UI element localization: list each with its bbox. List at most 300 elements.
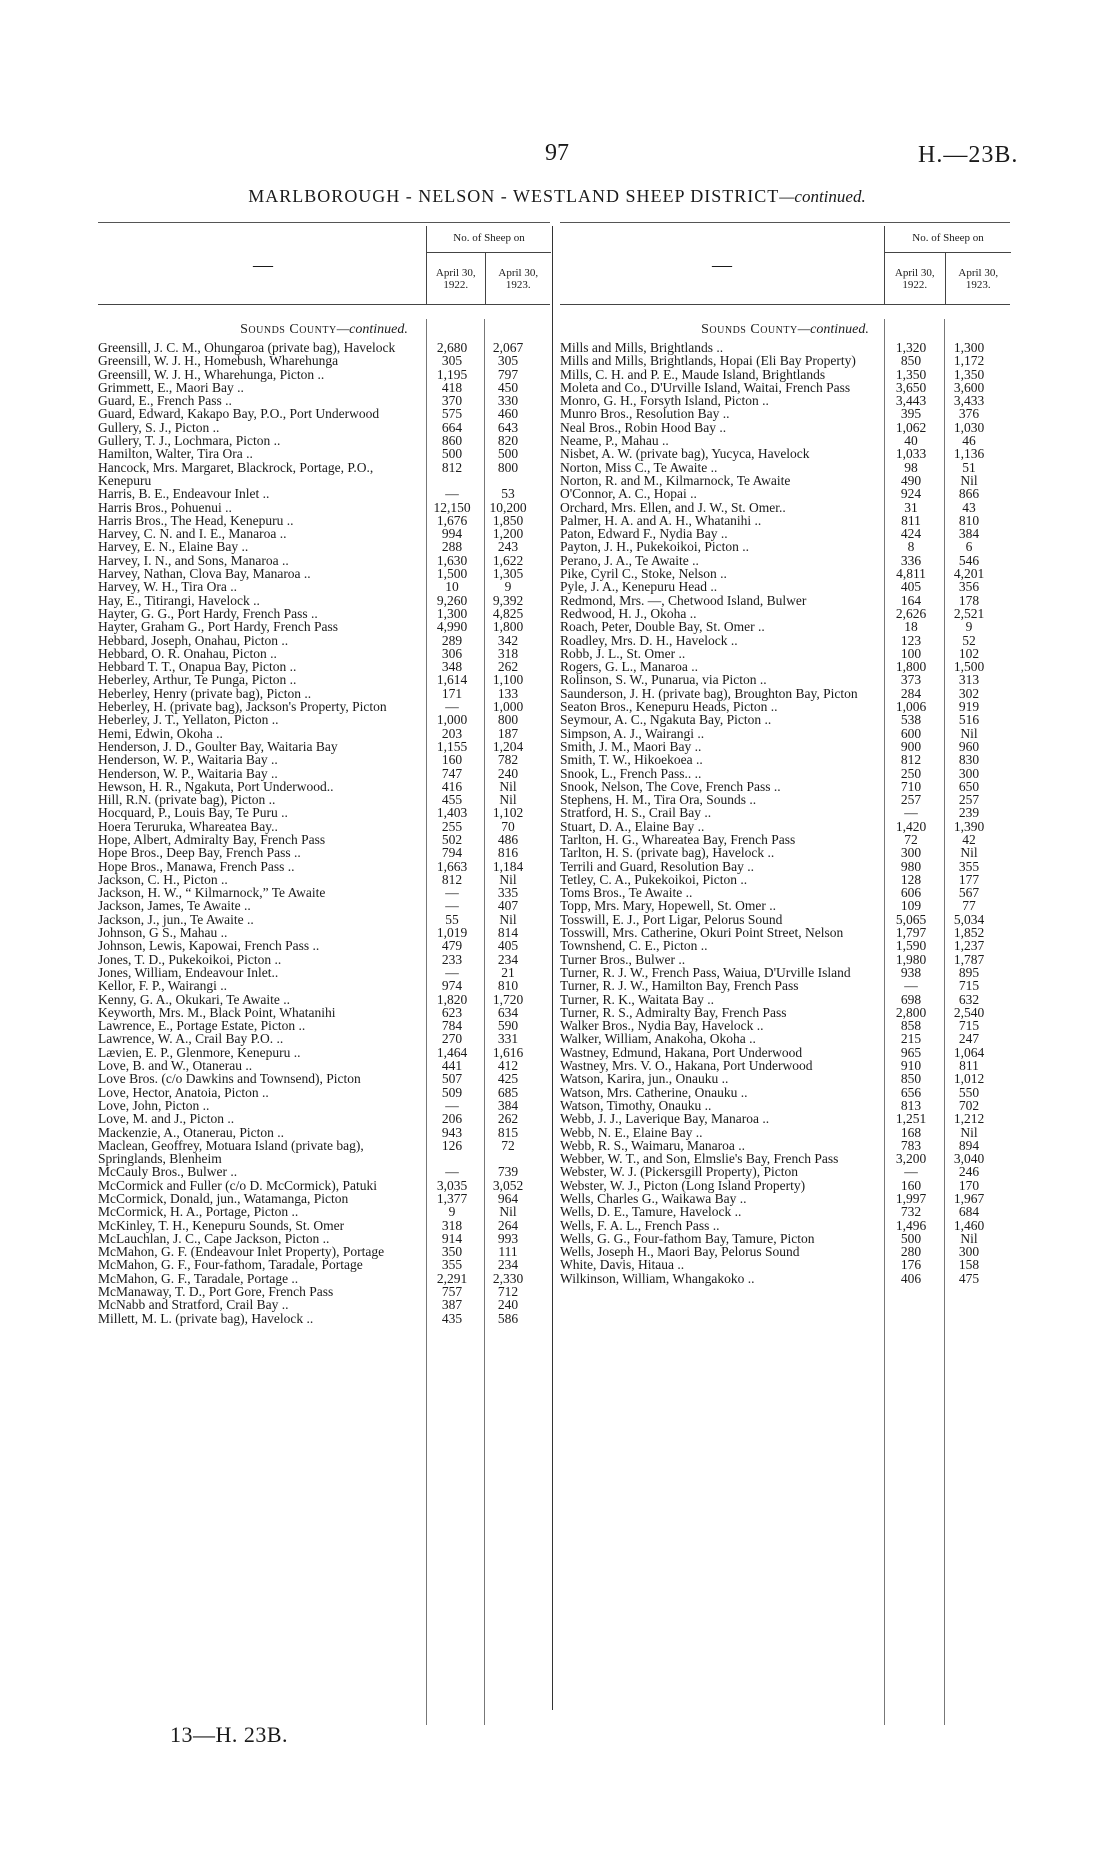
table-row [560,1179,1010,1192]
sheep-1923: 10,200 [489,499,527,515]
sheep-1923: 3,600 [953,379,985,395]
holder-name: Heberley, J. T., Yellaton, Picton .. [98,712,279,728]
sheep-1923: 1,000 [492,699,524,715]
holder-name: Turner, R. J. W., French Pass, Waiua, D'Urville Island [560,964,851,980]
holder-name: Harvey, I. N., and Sons, Manaroa .. [98,552,289,568]
holder-name: Henderson, W. P., Waitaria Bay .. [98,765,278,781]
table-row [560,1032,1010,1045]
sheep-1922: 1,496 [895,1217,927,1233]
table-row [560,647,1010,660]
sheep-1923: 567 [958,885,980,901]
holder-name: Jones, T. D., Pukekoikoi, Picton .. [98,951,282,967]
sheep-1922: 40 [904,433,918,449]
holder-name: Roadley, Mrs. D. H., Havelock .. [560,632,738,648]
sheep-1922: 3,443 [895,393,927,409]
sheep-1922: 1,006 [895,699,927,715]
holder-name: Hay, E., Titirangi, Havelock .. [98,592,260,608]
table-row [560,687,1010,700]
table-row [560,953,1010,966]
sheep-1922: 1,000 [436,712,468,728]
sheep-1923: 1,237 [953,938,985,954]
table-row [560,860,1010,873]
holder-name: Wells, G. G., Four-fathom Bay, Tamure, Picton [560,1230,815,1246]
sheep-1922: 479 [441,938,463,954]
holder-name: Henderson, W. P., Waitaria Bay .. [98,752,278,768]
holder-name: Love, B. and W., Otanerau .. [98,1058,253,1074]
sheep-1923: 9,392 [492,592,524,608]
sheep-1923: 111 [498,1244,518,1260]
table-row [560,487,1010,500]
sheep-1922: — [904,805,918,821]
holder-name: Gullery, T. J., Lochmara, Picton .. [98,433,281,449]
sheep-1923: 1,305 [492,566,524,582]
table-row [98,753,550,766]
sheep-1923: 2,521 [953,605,985,621]
table-row [560,886,1010,899]
table-row [560,1219,1010,1232]
table-row [98,567,550,580]
sheep-1922: 348 [441,659,463,675]
holder-name: Hayter, G. G., Port Hardy, French Pass .. [98,605,318,621]
holder-name: Redwood, H. J., Okoha .. [560,605,697,621]
table-row [98,501,550,514]
sheep-1923: 3,052 [492,1177,524,1193]
table-row [98,953,550,966]
holder-name: Watson, Timothy, Onauku .. [560,1097,712,1113]
sheep-1923: 516 [958,712,980,728]
holder-name: Nisbet, A. W. (private bag), Yucyca, Havelock [560,446,810,462]
sheep-1922: 850 [900,1071,922,1087]
sheep-1922: 373 [900,672,922,688]
sheep-1923: 1,616 [492,1044,524,1060]
holder-name: Topp, Mrs. Mary, Hopewell, St. Omer .. [560,898,777,914]
sheep-1923: 318 [497,645,519,661]
table-row [560,407,1010,420]
holder-name: White, Davis, Hitaua .. [560,1257,685,1273]
holder-name: Monro, G. H., Forsyth Island, Picton .. [560,393,769,409]
sheep-1923: 1,852 [953,925,985,941]
sheep-1923: 1,172 [953,353,985,369]
table-row [98,820,550,833]
holder-name: Smith, T. W., Hikoekoea .. [560,752,703,768]
sheep-1922: 405 [900,579,922,595]
table-row [560,780,1010,793]
table-row [560,846,1010,859]
left-year2-header: April 30, 1923. [485,253,551,305]
sheep-1923: 960 [958,738,980,754]
holder-name: Simpson, A. J., Wairangi .. [560,725,705,741]
column-separator [552,226,553,1710]
sheep-1923: 1,184 [492,858,524,874]
sheep-1923: 1,030 [953,419,985,435]
holder-name: Moleta and Co., D'Urville Island, Waitai, French Pass [560,379,851,395]
sheep-1922: 980 [900,858,922,874]
sheep-1922: 2,800 [895,1004,927,1020]
sheep-1922: 1,420 [895,818,927,834]
table-row [560,966,1010,979]
table-row [560,979,1010,992]
table-row [98,886,550,899]
table-row [98,860,550,873]
sheep-1923: 1,012 [953,1071,985,1087]
holder-name: Paton, Edward F., Nydia Bay .. [560,526,728,542]
table-row [560,767,1010,780]
sheep-1923: 342 [497,632,519,648]
sheep-1923: 1,967 [953,1191,985,1206]
sheep-1922: 910 [900,1058,922,1074]
sheep-1922: 710 [900,778,922,794]
sheep-1922: 1,800 [895,659,927,675]
sheep-1923: 257 [958,792,980,808]
sheep-1923: 412 [497,1058,519,1074]
table-row [98,1245,550,1258]
table-row [560,926,1010,939]
sheep-1923: 643 [497,419,519,435]
table-row [560,1272,1010,1285]
sheep-1922: 171 [441,685,463,701]
holder-name: Lawrence, W. A., Crail Bay P.O. .. [98,1031,284,1047]
sheep-1922: 974 [441,978,463,994]
holder-name: Seaton Bros., Kenepuru Heads, Picton .. [560,699,778,715]
table-row [98,660,550,673]
holder-name: Perano, J. A., Te Awaite .. [560,552,699,568]
sheep-1923: 376 [958,406,980,422]
table-row [560,580,1010,593]
table-row [560,527,1010,540]
holder-name: Wilkinson, William, Whangakoko .. [560,1270,755,1286]
table-row [98,421,550,434]
sheep-1923: 300 [958,1244,980,1260]
table-row [560,1086,1010,1099]
sheep-1922: 509 [441,1084,463,1100]
table-row [98,607,550,620]
holder-name: Harris Bros., Pohuenui .. [98,499,232,515]
table-row [98,687,550,700]
table-row [560,820,1010,833]
district-title-main: MARLBOROUGH - NELSON - WESTLAND SHEEP DISTRICT [248,186,780,206]
right-table-body [560,319,1010,1725]
table-row [98,1126,550,1139]
sheep-1923: 51 [962,459,976,475]
table-row [560,1232,1010,1245]
sheep-1923: 590 [497,1018,519,1034]
holder-name: Seymour, A. C., Ngakuta Bay, Picton .. [560,712,772,728]
sheep-1922: 3,200 [895,1151,927,1167]
sheep-1922: — [445,1164,459,1180]
sheep-1923: 247 [958,1031,980,1047]
table-row [560,913,1010,926]
sheep-1922: 747 [441,765,463,781]
table-row [560,394,1010,407]
holder-name: Webb, N. E., Elaine Bay .. [560,1124,703,1140]
holder-name: Harris Bros., The Head, Kenepuru .. [98,512,294,528]
sheep-1922: 1,997 [895,1191,927,1206]
holder-name: Saunderson, J. H. (private bag), Broughton Bay, Picton [560,685,858,701]
sheep-1923: 1,204 [492,738,524,754]
sheep-1923: Nil [960,845,978,861]
sheep-1923: 486 [497,831,519,847]
holder-name: Lævien, E. P., Glenmore, Kenepuru .. [98,1044,301,1060]
sheep-1923: 425 [497,1071,519,1087]
sheep-1923: 262 [497,1111,519,1127]
holder-name: Toms Bros., Te Awaite .. [560,885,693,901]
sheep-1922: — [445,1097,459,1113]
table-row [560,713,1010,726]
sheep-1922: 288 [441,539,463,555]
sheep-1922: 1,320 [895,340,927,355]
sheep-1923: 239 [958,805,980,821]
table-row [98,846,550,859]
holder-name: Norton, Miss C., Te Awaite .. [560,459,718,475]
sheep-1923: 800 [497,712,519,728]
sheep-1922: 424 [900,526,922,542]
holder-name: Johnson, G S., Mahau .. [98,925,228,941]
table-row [98,740,550,753]
holder-name: Lawrence, E., Portage Estate, Picton .. [98,1018,306,1034]
holder-name: Webster, W. J. (Pickersgill Property), Picton [560,1164,798,1180]
table-row [98,620,550,633]
holder-name: Tarlton, H. S. (private bag), Havelock .. [560,845,775,861]
sheep-1923: 407 [497,898,519,914]
sheep-1923: 993 [497,1230,519,1246]
table-row [98,647,550,660]
sheep-1923: 702 [958,1097,980,1113]
holder-name: Jackson, C. H., Picton .. [98,871,228,887]
sheep-1923: 715 [958,1018,980,1034]
sheep-1923: 187 [497,725,519,741]
sheep-1923: 810 [497,978,519,994]
sheep-1922: 5,065 [895,911,927,927]
table-row [98,1139,550,1166]
right-table-header [560,226,1010,305]
table-row [560,1126,1010,1139]
sheep-1922: 100 [900,645,922,661]
sheep-1923: 3,433 [953,393,985,409]
left-rows [98,341,550,1325]
holder-name: McManaway, T. D., Port Gore, French Pass [98,1284,334,1300]
sheep-1922: 500 [441,446,463,462]
holder-name: Tarlton, H. G., Whareatea Bay, French Pass [560,831,796,847]
table-row [560,806,1010,819]
sheep-1923: 1,460 [953,1217,985,1233]
sheep-1923: 3,040 [953,1151,985,1167]
holder-name: Turner, R. K., Waitata Bay .. [560,991,714,1007]
sheep-1922: 441 [441,1058,463,1074]
sheep-1922: 126 [441,1137,463,1153]
right-sheep-header [884,226,1011,304]
table-row [560,1059,1010,1072]
sheep-1922: 72 [904,831,918,847]
holder-name: McCormick, Donald, jun., Watamanga, Picton [98,1191,349,1206]
holder-name: Hope, Albert, Admiralty Bay, French Pass [98,831,326,847]
holder-name: Grimmett, E., Maori Bay .. [98,379,244,395]
sheep-1922: — [445,699,459,715]
holder-name: Tetley, C. A., Pukekoikoi, Picton .. [560,871,748,887]
table-row [560,727,1010,740]
holder-name: Harris, B. E., Endeavour Inlet .. [98,486,270,502]
sheep-1923: 170 [958,1177,980,1193]
sheep-1922: 623 [441,1004,463,1020]
sheep-1922: 943 [441,1124,463,1140]
holder-name: Watson, Mrs. Catherine, Onauku .. [560,1084,748,1100]
sheep-1922: 538 [900,712,922,728]
table-row [560,434,1010,447]
holder-name: McLauchlan, J. C., Cape Jackson, Picton .. [98,1230,330,1246]
table-row [98,1072,550,1085]
sheep-1922: 813 [900,1097,922,1113]
holder-name: McCauly Bros., Bulwer .. [98,1164,238,1180]
table-row [560,540,1010,553]
table-row [560,1139,1010,1152]
sheep-1923: Nil [960,1124,978,1140]
holder-name: Harvey, W. H., Tira Ora .. [98,579,237,595]
table-row [98,1298,550,1311]
sheep-1923: 72 [501,1137,515,1153]
table-row [98,381,550,394]
holder-name: Johnson, Lewis, Kapowai, French Pass .. [98,938,320,954]
table-row [560,1245,1010,1258]
table-row [98,634,550,647]
sheep-1923: 1,850 [492,512,524,528]
holder-name: Tosswill, Mrs. Catherine, Okuri Point Street, Nelson [560,925,844,941]
sheep-1922: 203 [441,725,463,741]
table-row [560,1192,1010,1205]
sheep-1923: 46 [962,433,976,449]
sheep-1922: 1,403 [436,805,468,821]
sheep-1922: 55 [445,911,459,927]
sheep-1922: 965 [900,1044,922,1060]
sheep-1922: 1,195 [436,366,468,382]
table-row [560,341,1010,354]
sheep-1923: 43 [962,499,976,515]
sheep-1922: 490 [900,472,922,488]
sheep-1922: 656 [900,1084,922,1100]
sheep-1922: 4,811 [896,566,926,582]
holder-name: Love Bros. (c/o Dawkins and Townsend), Picton [98,1071,361,1087]
holder-name: Jones, William, Endeavour Inlet.. [98,964,279,980]
holder-name: Roach, Peter, Double Bay, St. Omer .. [560,619,765,635]
holder-name: Harvey, Nathan, Clova Bay, Manaroa .. [98,566,311,582]
table-row [560,899,1010,912]
sheep-1922: 406 [900,1270,922,1286]
sheep-1922: 1,377 [436,1191,468,1206]
table-row [560,354,1010,367]
sheep-1923: 814 [497,925,519,941]
holder-name: Greensill, J. C. M., Ohungaroa (private bag), Havelock [98,340,396,355]
table-row [98,540,550,553]
table-row [560,833,1010,846]
table-row [560,700,1010,713]
sheep-1923: 2,540 [953,1004,985,1020]
sheep-1923: 2,067 [492,340,524,355]
table-row [98,1046,550,1059]
sheep-1923: Nil [499,1204,517,1220]
sheep-1922: 416 [441,778,463,794]
sheep-1922: 784 [441,1018,463,1034]
sheep-1923: 246 [958,1164,980,1180]
sheep-1922: 1,033 [895,446,927,462]
table-row [98,780,550,793]
sheep-1922: 284 [900,685,922,701]
sheep-1923: 177 [958,871,980,887]
sheep-1923: 384 [958,526,980,542]
sheep-1922: 387 [441,1297,463,1313]
table-row [98,700,550,713]
left-column [98,226,550,1710]
table-row [98,368,550,381]
table-row [560,447,1010,460]
sheep-1922: 1,676 [436,512,468,528]
holder-name: Norton, R. and M., Kilmarnock, Te Awaite [560,472,791,488]
right-year1-header: April 30, 1922. [894,267,935,291]
sheep-1923: 1,102 [492,805,524,821]
table-row [98,1205,550,1218]
sheep-1922: 455 [441,792,463,808]
sheep-1922: 206 [441,1111,463,1127]
sheep-1922: 350 [441,1244,463,1260]
table-row [560,1072,1010,1085]
sheep-1923: 331 [497,1031,519,1047]
sheep-1922: 507 [441,1071,463,1087]
holder-name: Townshend, C. E., Picton .. [560,938,708,954]
sheep-1922: 98 [904,459,918,475]
sheep-1923: 964 [497,1191,519,1206]
holder-name: Walker, William, Anakoha, Okoha .. [560,1031,756,1047]
sheep-1923: 313 [958,672,980,688]
sheep-1923: 330 [497,393,519,409]
sheep-1923: 264 [497,1217,519,1233]
holder-name: Jackson, H. W., “ Kilmarnock,” Te Awaite [98,885,326,901]
holder-name: Walker Bros., Nydia Bay, Havelock .. [560,1018,764,1034]
sheep-1922: 1,300 [436,605,468,621]
holder-name: Gullery, S. J., Picton .. [98,419,220,435]
holder-name: Palmer, H. A. and A. H., Whatanihi .. [560,512,762,528]
table-row [560,421,1010,434]
sheep-1922: 270 [441,1031,463,1047]
holder-name: Smith, J. M., Maori Bay .. [560,738,702,754]
sheep-1922: 300 [900,845,922,861]
table-row [98,527,550,540]
sheep-1923: 335 [497,885,519,901]
sheep-1922: 1,062 [895,419,927,435]
sheep-1922: 924 [900,486,922,502]
sheep-1923: 4,825 [492,605,524,621]
right-year2-header: April 30, 1923. [945,253,1011,305]
table-row [98,966,550,979]
holder-name: Wells, Joseph H., Maori Bay, Pelorus Sound [560,1244,800,1260]
sheep-1923: 9 [504,579,512,595]
sheep-1922: 794 [441,845,463,861]
table-row [98,407,550,420]
sheep-1922: 575 [441,406,463,422]
holder-name: Keyworth, Mrs. M., Black Point, Whatanihi [98,1004,336,1020]
sheep-1923: 919 [958,699,980,715]
sheep-1922: 2,680 [436,340,468,355]
holder-name: Neal Bros., Robin Hood Bay .. [560,419,727,435]
sheep-1922: 2,291 [436,1270,468,1286]
sheep-1922: 938 [900,964,922,980]
holder-name: Hemi, Edwin, Okoha .. [98,725,223,741]
holder-name: Hebbard T. T., Onapua Bay, Picton .. [98,659,297,675]
sheep-1922: 783 [900,1137,922,1153]
holder-name: Mills and Mills, Brightlands .. [560,340,724,355]
table-row [560,873,1010,886]
table-row [560,607,1010,620]
holder-name: Snook, Nelson, The Cove, French Pass .. [560,778,781,794]
table-row [98,1099,550,1112]
table-row [98,793,550,806]
sheep-1923: 5,034 [953,911,985,927]
